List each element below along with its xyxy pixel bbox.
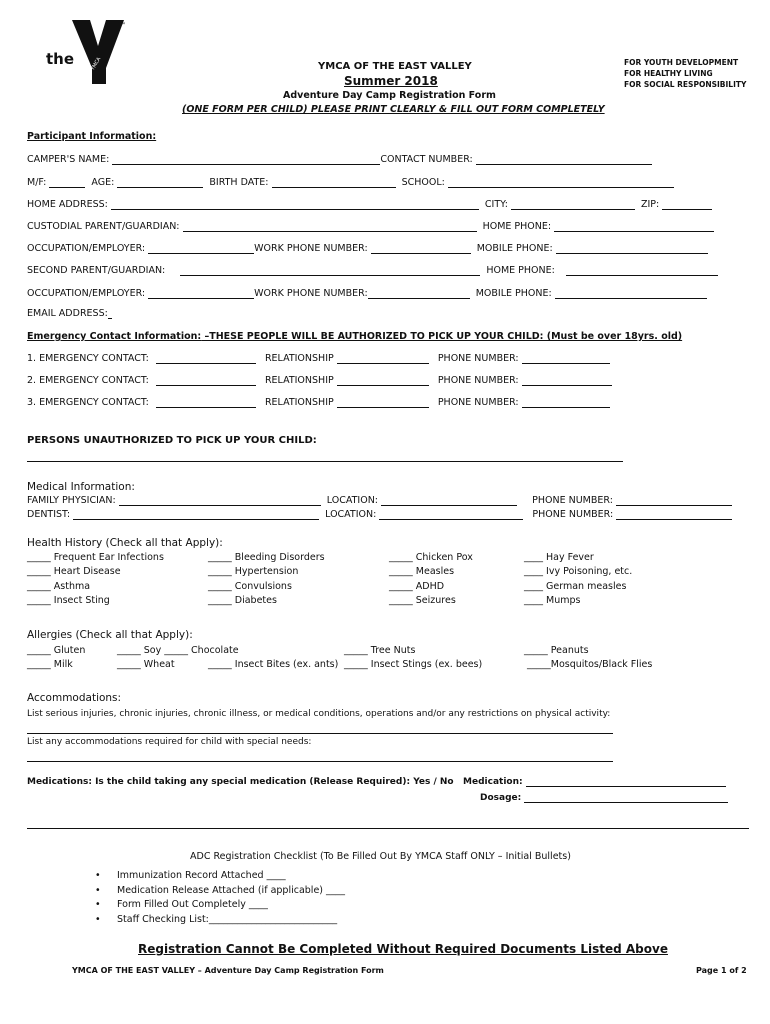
- birth-date-label: BIRTH DATE:: [209, 177, 269, 188]
- second-parent-field[interactable]: [180, 265, 480, 276]
- health-item[interactable]: _____ Seizures: [389, 594, 456, 606]
- relationship-1-field[interactable]: [337, 353, 429, 364]
- work-phone-label: WORK PHONE NUMBER:: [254, 243, 368, 254]
- checklist-item-staff-label: Staff Checking List:: [117, 913, 209, 925]
- form-title: Adventure Day Camp Registration Form: [283, 90, 496, 101]
- checklist-list: [95, 870, 345, 928]
- emergency-heading: Emergency Contact Information:: [27, 331, 202, 342]
- dosage-label: Dosage:: [480, 793, 522, 803]
- org-name: YMCA OF THE EAST VALLEY: [318, 61, 472, 72]
- logo-the: the: [46, 50, 75, 68]
- allergy-peanuts-label: Peanuts: [550, 645, 589, 656]
- custodial-field[interactable]: [183, 221, 477, 232]
- health-item[interactable]: _____ Insect Sting: [27, 594, 110, 606]
- allergy-mosquitos[interactable]: _____Mosquitos/Black Flies: [527, 659, 653, 670]
- health-heading: Health History (Check all that Apply):: [27, 537, 223, 549]
- health-item-label: Chicken Pox: [415, 552, 473, 563]
- season-title: Summer 2018: [344, 74, 438, 88]
- row-mf: [27, 177, 674, 188]
- tagline-2: FOR HEALTHY LIVING: [624, 69, 713, 78]
- row-occupation-2: [27, 288, 707, 299]
- physician-phone-label: PHONE NUMBER:: [532, 495, 613, 506]
- dentist-phone-label: PHONE NUMBER:: [532, 509, 614, 520]
- physician-location-label: LOCATION:: [326, 495, 378, 506]
- health-item[interactable]: _____ Diabetes: [208, 594, 277, 606]
- accommodations-line-1: List serious injuries, chronic injuries, chronic illness, or medical conditions, operations and/or any restrictions on physical activity:: [27, 709, 611, 719]
- health-item[interactable]: ____ Mumps: [524, 594, 581, 606]
- city-field[interactable]: [511, 199, 635, 210]
- custodial-label: CUSTODIAL PARENT/GUARDIAN:: [27, 221, 180, 232]
- health-item-label: German measles: [546, 580, 627, 592]
- mobile-phone-field[interactable]: [556, 243, 708, 254]
- email-field[interactable]: [108, 308, 112, 319]
- school-field[interactable]: [448, 177, 674, 188]
- row-physician: [27, 495, 732, 506]
- health-item[interactable]: _____ Bleeding Disorders: [208, 552, 325, 563]
- logo-ymca: YMCA: [89, 56, 103, 72]
- health-item[interactable]: _____ ADHD: [389, 580, 445, 592]
- allergy-chocolate-label: Chocolate: [191, 645, 239, 656]
- checklist-item-medication-release-label: Medication Release Attached (if applicable): [117, 884, 323, 896]
- physician-location-field[interactable]: [381, 495, 517, 506]
- home-phone-field[interactable]: [554, 221, 714, 232]
- tagline-1: FOR YOUTH DEVELOPMENT: [624, 58, 739, 67]
- checklist-item-immunization[interactable]: • Immunization Record Attached ____: [95, 870, 286, 881]
- camper-name-label: CAMPER'S NAME:: [27, 154, 110, 165]
- home-phone-2-field[interactable]: [566, 265, 718, 276]
- family-physician-label: FAMILY PHYSICIAN:: [27, 495, 116, 506]
- dosage-row: [480, 792, 728, 803]
- family-physician-field[interactable]: [119, 495, 321, 506]
- camper-name-field[interactable]: [112, 154, 380, 165]
- health-item[interactable]: _____ Frequent Ear Infections: [27, 552, 164, 563]
- health-item[interactable]: _____ Measles: [389, 566, 455, 578]
- footer-page: Page 1 of 2: [696, 966, 747, 975]
- medication-field[interactable]: [526, 776, 726, 787]
- checklist-item-medication-release[interactable]: • Medication Release Attached (if applicable) ____: [95, 884, 346, 896]
- health-item[interactable]: _____ Heart Disease: [27, 566, 121, 578]
- checklist-item-staff[interactable]: • Staff Checking List:___________________________: [95, 913, 338, 925]
- zip-field[interactable]: [662, 199, 712, 210]
- health-item-label: ADHD: [415, 580, 445, 592]
- emergency-heading-row: [27, 331, 682, 342]
- work-phone-2-field[interactable]: [368, 288, 470, 299]
- mobile-phone-2-label: MOBILE PHONE:: [475, 288, 552, 299]
- footer-left: YMCA OF THE EAST VALLEY – Adventure Day Camp Registration Form: [72, 966, 384, 975]
- health-item[interactable]: _____ Convulsions: [208, 580, 292, 592]
- health-item-label: Measles: [415, 566, 455, 578]
- email-label: EMAIL ADDRESS:: [27, 308, 108, 319]
- health-item-label: Asthma: [53, 580, 91, 592]
- health-item[interactable]: ____ German measles: [524, 580, 627, 592]
- occupation-2-label: OCCUPATION/EMPLOYER:: [27, 288, 146, 299]
- allergy-wheat[interactable]: _____ Wheat: [117, 659, 175, 670]
- health-item-label: Bleeding Disorders: [234, 552, 325, 563]
- allergy-peanuts[interactable]: _____ Peanuts: [524, 645, 589, 656]
- health-item-label: Frequent Ear Infections: [53, 552, 164, 563]
- allergy-tree-nuts-label: Tree Nuts: [370, 645, 416, 656]
- emergency-row-1: [27, 353, 610, 364]
- home-address-field[interactable]: [111, 199, 479, 210]
- second-parent-label: SECOND PARENT/GUARDIAN:: [27, 265, 166, 276]
- health-item-label: Hay Fever: [546, 552, 594, 563]
- health-item-label: Seizures: [415, 594, 456, 606]
- allergy-insect-stings[interactable]: _____ Insect Stings (ex. bees): [344, 659, 483, 670]
- emergency-contact-3-field[interactable]: [156, 397, 256, 408]
- health-item[interactable]: _____ Asthma: [27, 580, 91, 592]
- occupation-field[interactable]: [148, 243, 254, 254]
- dentist-location-label: LOCATION:: [325, 509, 377, 520]
- checklist-title: ADC Registration Checklist (To Be Filled Out By YMCA Staff ONLY – Initial Bullets): [190, 851, 571, 862]
- checklist-item-form-complete[interactable]: • Form Filled Out Completely ____: [95, 899, 268, 910]
- health-item-label: Heart Disease: [53, 566, 121, 578]
- ymca-logo: [40, 18, 130, 88]
- health-item[interactable]: ____ Hay Fever: [524, 552, 594, 563]
- city-label: CITY:: [484, 199, 508, 210]
- physician-phone-field[interactable]: [616, 495, 732, 506]
- logo-tm: ™: [120, 22, 126, 29]
- health-item-label: Ivy Poisoning, etc.: [546, 566, 633, 578]
- relationship-3-field[interactable]: [337, 397, 429, 408]
- row-occupation-1: [27, 243, 708, 254]
- health-item-label: Insect Sting: [53, 594, 110, 606]
- allergy-milk[interactable]: _____ Milk: [27, 659, 73, 670]
- dosage-field[interactable]: [524, 792, 728, 803]
- contact-number-field[interactable]: [476, 154, 652, 165]
- emergency-contact-3-label: 3. EMERGENCY CONTACT:: [27, 397, 149, 408]
- medication-label: Medication:: [463, 777, 523, 787]
- row-camper: [27, 154, 652, 165]
- unauthorized-field[interactable]: [27, 461, 623, 462]
- medications-question: Medications: Is the child taking any special medication (Release Required): Yes / No: [27, 777, 454, 787]
- allergy-tree-nuts[interactable]: _____ Tree Nuts: [344, 645, 416, 656]
- birth-date-field[interactable]: [272, 177, 396, 188]
- mobile-phone-2-field[interactable]: [555, 288, 707, 299]
- contact-number-label: CONTACT NUMBER:: [380, 154, 473, 165]
- relationship-2-label: RELATIONSHIP: [264, 375, 334, 386]
- allergy-wheat-label: Wheat: [143, 659, 175, 670]
- phone-2-field[interactable]: [522, 375, 612, 386]
- allergy-mosquitos-label: Mosquitos/Black Flies: [550, 659, 653, 670]
- mf-field[interactable]: [49, 177, 85, 188]
- occupation-2-field[interactable]: [148, 288, 254, 299]
- medications-row: [27, 776, 726, 787]
- row-dentist: [27, 509, 732, 520]
- health-item[interactable]: ____ Ivy Poisoning, etc.: [524, 566, 633, 578]
- phone-1-field[interactable]: [522, 353, 610, 364]
- phone-3-label: PHONE NUMBER:: [437, 397, 519, 408]
- relationship-2-field[interactable]: [337, 375, 429, 386]
- emergency-contact-2-field[interactable]: [156, 375, 256, 386]
- mf-label: M/F:: [27, 177, 47, 188]
- home-address-label: HOME ADDRESS:: [27, 199, 108, 210]
- accommodations-field-2[interactable]: [27, 761, 613, 762]
- allergy-soy[interactable]: _____ Soy _____ Chocolate: [117, 645, 239, 656]
- home-phone-label: HOME PHONE:: [482, 221, 552, 232]
- home-phone-2-label: HOME PHONE:: [486, 265, 555, 276]
- health-item[interactable]: _____ Hypertension: [208, 566, 299, 578]
- registration-warning: Registration Cannot Be Completed Without Required Documents Listed Above: [138, 942, 668, 956]
- health-item[interactable]: _____ Chicken Pox: [389, 552, 473, 563]
- age-field[interactable]: [117, 177, 203, 188]
- accommodations-line-2: List any accommodations required for child with special needs:: [27, 737, 312, 747]
- section-divider: [27, 828, 749, 829]
- allergy-insect-bites[interactable]: _____ Insect Bites (ex. ants): [208, 659, 339, 670]
- dentist-field[interactable]: [73, 509, 319, 520]
- health-item-label: Mumps: [546, 594, 581, 606]
- health-item-label: Hypertension: [234, 566, 299, 578]
- allergy-gluten[interactable]: _____ Gluten: [27, 645, 86, 656]
- allergies-heading: Allergies (Check all that Apply):: [27, 629, 193, 641]
- health-item-label: Convulsions: [234, 580, 292, 592]
- allergy-milk-label: Milk: [53, 659, 73, 670]
- checklist-item-immunization-label: Immunization Record Attached: [117, 870, 264, 881]
- accommodations-heading: Accommodations:: [27, 692, 122, 704]
- allergy-insect-stings-label: Insect Stings (ex. bees): [370, 659, 483, 670]
- dentist-phone-field[interactable]: [616, 509, 732, 520]
- emergency-row-3: [27, 397, 610, 408]
- school-label: SCHOOL:: [401, 177, 445, 188]
- phone-2-label: PHONE NUMBER:: [437, 375, 519, 386]
- age-label: AGE:: [91, 177, 115, 188]
- relationship-1-label: RELATIONSHIP: [264, 353, 334, 364]
- row-custodial: [27, 221, 714, 232]
- phone-1-label: PHONE NUMBER:: [437, 353, 519, 364]
- row-second-parent: [27, 265, 718, 276]
- tagline-3: FOR SOCIAL RESPONSIBILITY: [624, 80, 747, 89]
- occupation-label: OCCUPATION/EMPLOYER:: [27, 243, 146, 254]
- row-email: [27, 308, 112, 319]
- dentist-location-field[interactable]: [379, 509, 523, 520]
- form-instruction: (ONE FORM PER CHILD) PLEASE PRINT CLEARLY & FILL OUT FORM COMPLETELY: [182, 104, 605, 115]
- work-phone-2-label: WORK PHONE NUMBER:: [254, 288, 368, 299]
- emergency-contact-1-label: 1. EMERGENCY CONTACT:: [27, 353, 149, 364]
- allergy-insect-bites-label: Insect Bites (ex. ants): [234, 659, 339, 670]
- checklist-item-form-complete-label: Form Filled Out Completely: [117, 899, 246, 910]
- zip-label: ZIP:: [640, 199, 660, 210]
- emergency-contact-2-label: 2. EMERGENCY CONTACT:: [27, 375, 149, 386]
- relationship-3-label: RELATIONSHIP: [264, 397, 334, 408]
- medical-heading: Medical Information:: [27, 481, 135, 493]
- participant-heading: Participant Information:: [27, 131, 157, 142]
- allergy-gluten-label: Gluten: [53, 645, 86, 656]
- phone-3-field[interactable]: [522, 397, 610, 408]
- accommodations-field-1[interactable]: [27, 733, 613, 734]
- emergency-contact-1-field[interactable]: [156, 353, 256, 364]
- work-phone-field[interactable]: [371, 243, 471, 254]
- health-item-label: Diabetes: [234, 594, 277, 606]
- dentist-label: DENTIST:: [27, 509, 71, 520]
- unauthorized-heading: PERSONS UNAUTHORIZED TO PICK UP YOUR CHILD:: [27, 435, 317, 446]
- emergency-row-2: [27, 375, 612, 386]
- mobile-phone-label: MOBILE PHONE:: [476, 243, 553, 254]
- row-address: [27, 199, 712, 210]
- allergy-soy-label: Soy: [143, 645, 162, 656]
- emergency-heading-note: –THESE PEOPLE WILL BE AUTHORIZED TO PICK UP YOUR CHILD: (Must be over 18yrs. old): [201, 331, 683, 342]
